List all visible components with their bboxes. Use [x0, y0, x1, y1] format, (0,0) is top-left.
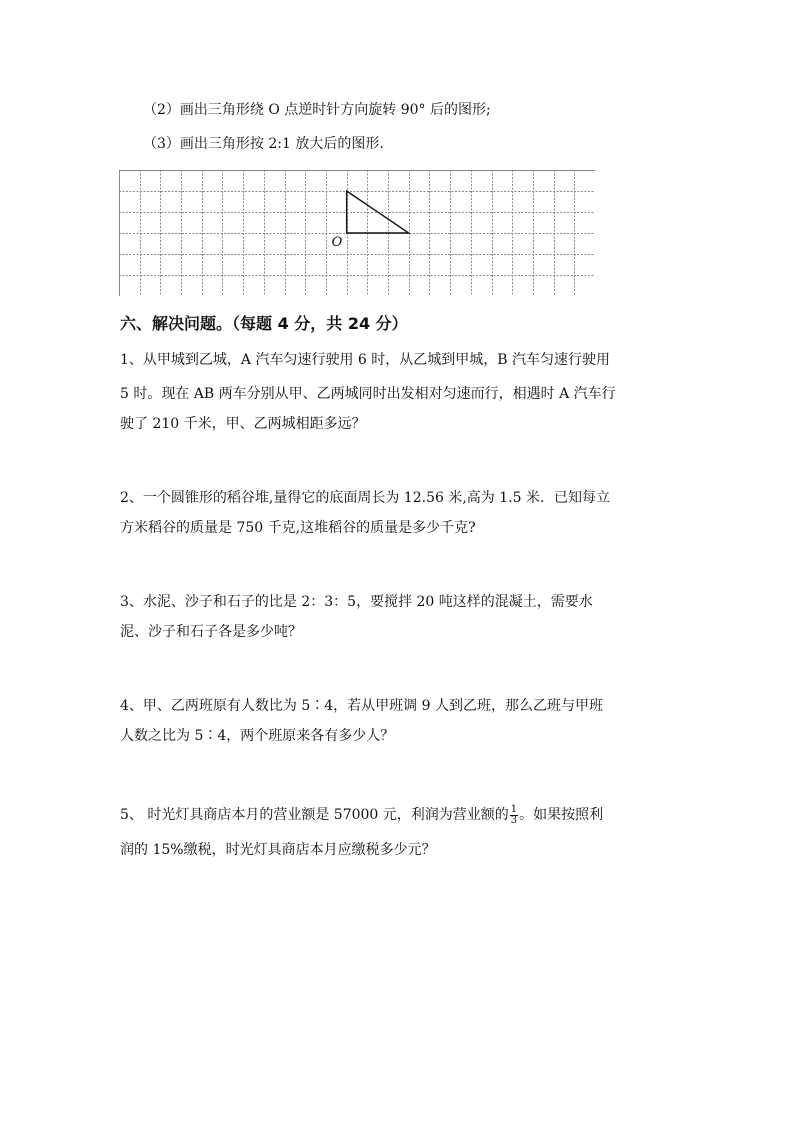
q1-line-1: 1、从甲城到乙城，A 汽车匀速行驶用 6 时，从乙城到甲城，B 汽车匀速行驶用 — [120, 352, 611, 368]
grid-svg — [119, 170, 595, 296]
q3-line-2: 泥、沙子和石子各是多少吨？ — [120, 624, 302, 640]
q1-line-2: 5 时。现在 AB 两车分别从甲、乙两城同时出发相对匀速而行，相遇时 A 汽车行 — [120, 386, 616, 402]
q5-line-2: 润的 15%缴税，时光灯具商店本月应缴税多少元？ — [120, 842, 436, 858]
q2-line-1: 2、一个圆锥形的稻谷堆,量得它的底面周长为 12.56 米,高为 1.5 米．已知每立 — [120, 490, 610, 506]
fraction-denominator: 3 — [510, 814, 518, 826]
q3-line-1: 3、水泥、沙子和石子的比是 2：3：5，要搅拌 20 吨这样的混凝土，需要水 — [120, 594, 593, 610]
q5-text-part-2: 。如果按照利 — [519, 807, 604, 823]
item-2-text: （2）画出三角形绕 O 点逆时针方向旋转 90° 后的图形; — [143, 102, 491, 118]
q5-text-part-1: 5、 时光灯具商店本月的营业额是 57000 元，利润为营业额的 — [120, 807, 509, 823]
item-3-text: （3）画出三角形按 2:1 放大后的图形. — [143, 136, 384, 152]
q5-line-1 — [120, 800, 603, 830]
origin-label: O — [331, 235, 343, 250]
fraction-numerator: 1 — [510, 803, 518, 815]
q4-line-1: 4、甲、乙两班原有人数比为 5∶4，若从甲班调 9 人到乙班，那么乙班与甲班 — [120, 698, 603, 714]
q4-line-2: 人数之比为 5∶4，两个班原来各有多少人？ — [120, 728, 395, 744]
fraction-one-third — [510, 805, 518, 826]
q1-line-3: 驶了 210 千米，甲、乙两城相距多远？ — [120, 416, 366, 432]
drawing-grid — [119, 170, 595, 296]
section-6-heading: 六、解决问题。（每题 4 分，共 24 分） — [120, 314, 408, 333]
q2-line-2: 方米稻谷的质量是 750 千克,这堆稻谷的质量是多少千克? — [120, 520, 476, 536]
